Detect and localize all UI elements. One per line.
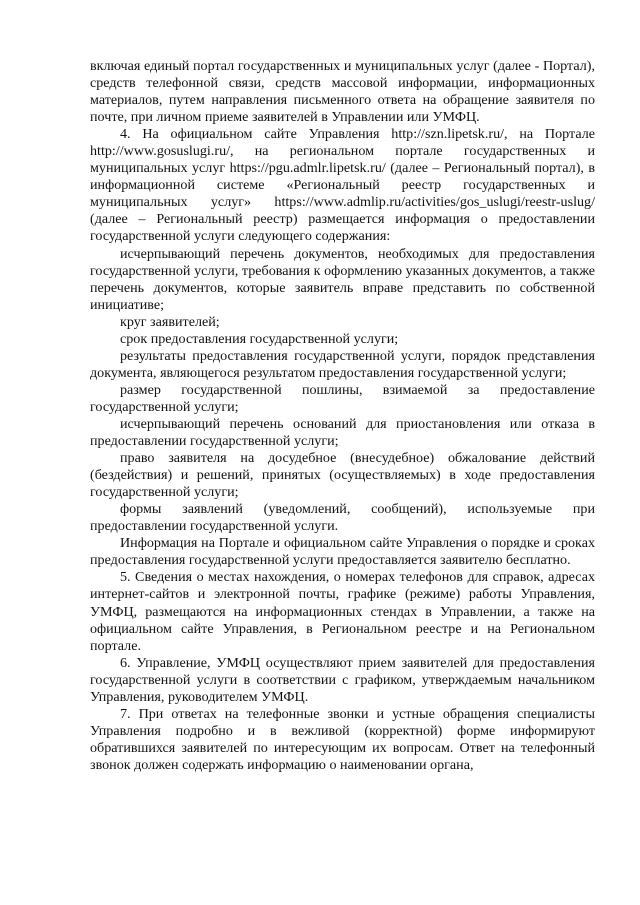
paragraph-item-7: 7. При ответах на телефонные звонки и устные обращения специалисты Управления подробно и в вежливой (корректной) форме информируют обратившихся заявителей по интересующим их вопросам. Ответ на телефонный звонок должен содержать информацию о наименовании органа,	[90, 705, 595, 773]
list-item: круг заявителей;	[120, 313, 220, 330]
paragraph-item-5: 5. Сведения о местах нахождения, о номерах телефонов для справок, адресах интернет-сайтов и электронной почты, графике (режиме) работы Управления, УМФЦ, размещаются на информационных стендах в Управлении, а также на официальном сайте Управления, в Региональном реестре и на Региональном портале.	[90, 569, 595, 654]
list-item: право заявителя на досудебное (внесудебное) обжалование действий (бездействия) и решений, принятых (осуществляемых) в ходе предоставления государственной услуги;	[90, 450, 595, 501]
paragraph-portal-info: Информация на Портале и официальном сайте Управления о порядке и сроках предоставления государственной услуги предоставляется заявителю бесплатно.	[90, 535, 595, 569]
list-item: формы заявлений (уведомлений, сообщений), используемые при предоставлении государственной услуги.	[90, 501, 595, 535]
list-item: результаты предоставления государственной услуги, порядок представления документа, являющегося результатом предоставления государственной услуги;	[90, 347, 595, 381]
list-item: размер государственной пошлины, взимаемой за предоставление государственной услуги;	[90, 381, 595, 415]
list-item: исчерпывающий перечень документов, необходимых для предоставления государственной услуги, требования к оформлению указанных документов, а также перечень документов, которые заявитель вправе представить по собственной инициативе;	[90, 245, 595, 313]
paragraph-continuation: включая единый портал государственных и муниципальных услуг (далее - Портал), средств телефонной связи, средств массовой информации, информационных материалов, путем направления письменного ответа на обращение заявителя по почте, при личном приеме заявителей в Управлении или УМФЦ.	[90, 58, 595, 126]
list-item: срок предоставления государственной услуги;	[120, 330, 399, 347]
list-item: исчерпывающий перечень оснований для приостановления или отказа в предоставлении государственной услуги;	[90, 415, 595, 450]
document-page	[90, 58, 595, 774]
paragraph-item-4: 4. На официальном сайте Управления http://szn.lipetsk.ru/, на Портале http://www.gosuslugi.ru/, на региональном портале государственных и муниципальных услуг https://pgu.admlr.lipetsk.ru/ (далее – Региональный портал), в информационной системе «Региональный реестр государственных и муниципальных услуг» https://www.admlip.ru/activities/gos_uslugi/reestr-uslug/ (далее – Региональный реестр) размещается информация о предоставлении государственной услуги следующего содержания:	[90, 126, 595, 245]
paragraph-item-6: 6. Управление, УМФЦ осуществляют прием заявителей для предоставления государственной услуги в соответствии с графиком, утверждаемым начальником Управления, руководителем УМФЦ.	[90, 654, 595, 705]
